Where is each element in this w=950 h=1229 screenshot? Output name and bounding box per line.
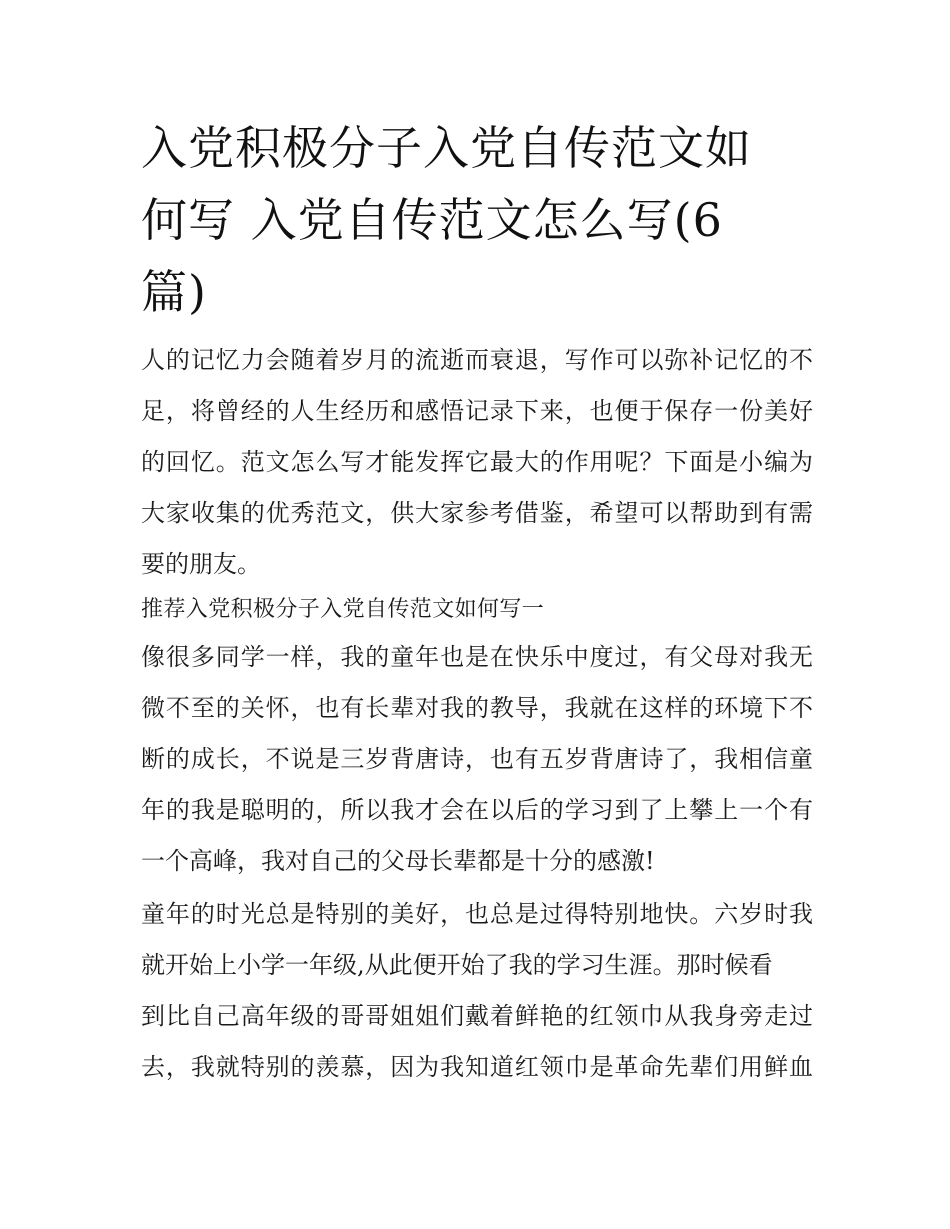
paragraph-line: 到比自己高年级的哥哥姐姐们戴着鲜艳的红领巾从我身旁走过 [141,1002,813,1030]
paragraph-line: 年的我是聪明的，所以我才会在以后的学习到了上攀上一个有 [141,796,813,824]
paragraph-line: 就开始上小学一年级,从此便开始了我的学习生涯。那时候看 [141,951,773,979]
document-title [141,112,813,328]
section-heading: 推荐入党积极分子入党自传范文如何写一 [141,597,545,622]
intro-line: 的回忆。范文怎么写才能发挥它最大的作用呢？下面是小编为 [141,448,813,476]
intro-paragraph [141,335,813,590]
intro-line: 大家收集的优秀范文，供大家参考借鉴，希望可以帮助到有需 [141,499,813,527]
paragraph-line: 断的成长，不说是三岁背唐诗，也有五岁背唐诗了，我相信童 [141,745,813,773]
paragraph-line: 像很多同学一样，我的童年也是在快乐中度过，有父母对我无 [141,643,813,671]
title-line-2: 何写 入党自传范文怎么写(6 [141,193,723,247]
paragraph-line: 去，我就特别的羡慕，因为我知道红领巾是革命先辈们用鲜血 [141,1053,813,1081]
paragraph-line: 微不至的关怀，也有长辈对我的教导，我就在这样的环境下不 [141,694,813,722]
paragraph-line: 一个高峰，我对自己的父母长辈都是十分的感激! [141,847,655,875]
paragraph-line: 童年的时光总是特别的美好，也总是过得特别地快。六岁时我 [141,900,813,928]
body-paragraph-2 [141,889,813,1093]
document-content [141,112,813,1093]
title-line-1: 入党积极分子入党自传范文如 [141,121,752,175]
title-line-3: 篇) [141,265,207,319]
body-paragraph-1 [141,632,813,887]
intro-line: 足，将曾经的人生经历和感悟记录下来，也便于保存一份美好 [141,397,813,425]
intro-line: 要的朋友。 [141,550,261,578]
intro-line: 人的记忆力会随着岁月的流逝而衰退，写作可以弥补记忆的不 [141,346,813,374]
